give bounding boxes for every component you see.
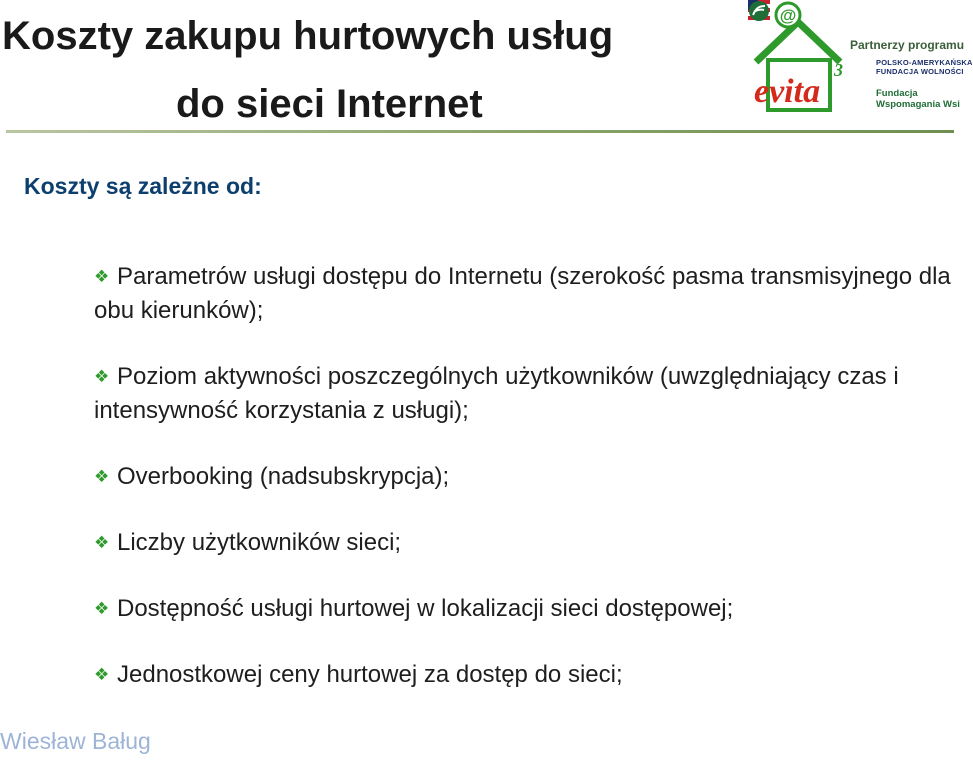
author-footer: Wiesław Baług <box>0 728 151 754</box>
bullet-item <box>94 460 954 494</box>
bullet-text: Dostępność usługi hurtowej w lokalizacji sieci dostępowej; <box>117 595 734 622</box>
fws-emblem-icon <box>748 0 770 22</box>
slide-title-line-2: do sieci Internet <box>176 82 483 126</box>
diamond-bullet-icon: ❖ <box>94 467 110 486</box>
partners-label: Partnerzy programu <box>850 38 965 52</box>
partner-fws-line-2: Wspomagania Wsi <box>876 99 960 110</box>
diamond-bullet-icon: ❖ <box>94 367 110 386</box>
bullet-text: Parametrów usługi dostępu do Internetu (szerokość pasma transmisyjnego dla obu kierunków); <box>94 263 951 324</box>
bullet-item <box>94 360 954 428</box>
partner-pawf-line-2: FUNDACJA WOLNOŚCI <box>876 67 964 76</box>
partner-pawf <box>876 58 973 76</box>
bullet-item <box>94 260 954 328</box>
bullet-list <box>94 260 954 724</box>
title-divider <box>6 130 954 133</box>
partner-pawf-line-1: POLSKO-AMERYKAŃSKA <box>876 58 973 67</box>
bullet-text: Poziom aktywności poszczególnych użytkowników (uwzględniający czas i intensywność korzystania z usługi); <box>94 363 899 424</box>
brand-text: evita <box>754 73 821 110</box>
subtitle: Koszty są zależne od: <box>24 173 262 199</box>
bullet-text: Liczby użytkowników sieci; <box>117 529 402 556</box>
bullet-item <box>94 526 954 560</box>
brand-superscript: 3 <box>834 60 843 80</box>
evita-partners-logo <box>748 0 973 124</box>
bullet-text: Jednostkowej ceny hurtowej za dostęp do sieci; <box>117 661 623 688</box>
bullet-text: Overbooking (nadsubskrypcja); <box>117 463 450 490</box>
bullet-item <box>94 658 954 692</box>
partner-fws-line-1: Fundacja <box>876 88 918 99</box>
diamond-bullet-icon: ❖ <box>94 533 110 552</box>
at-symbol: @ <box>779 6 797 25</box>
partner-fws <box>876 88 960 110</box>
bullet-item <box>94 592 954 626</box>
diamond-bullet-icon: ❖ <box>94 599 110 618</box>
diamond-bullet-icon: ❖ <box>94 267 110 286</box>
diamond-bullet-icon: ❖ <box>94 665 110 684</box>
slide-title-line-1: Koszty zakupu hurtowych usług <box>2 14 614 58</box>
